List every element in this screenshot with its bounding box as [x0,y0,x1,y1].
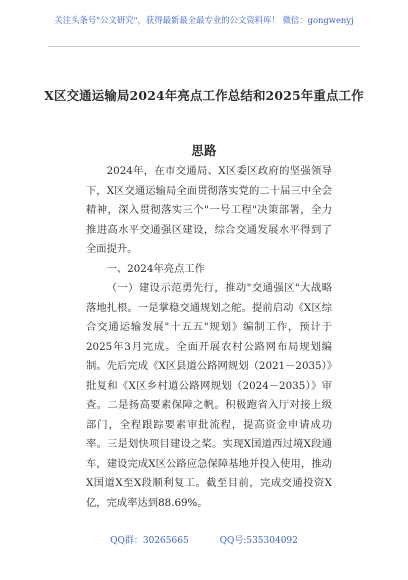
paragraph-section-1: （一）建设示范勇先行，推动"交通强区"大战略落地扎根。一是掌稳交通规划之舵。提前启动《X区综合交通运输发展"十五五"规划》编制工作，预计于2025年3月完成。全面开展农村公路网布局规划编制。先后完成《X区县道公路网规划（2021－2035）》批复和《X区乡村道公路网规划（2024－2035）》审查。二是扬高要素保障之帆。积极跑省入厅对接上级部门，全程跟踪要素审批流程，提高资金申请成功率。三是划快项目建设之桨。实现X国道西过境X段通车，建设完成X区公路应急保障基地并投入使用，推动X国道X至X段顺利复工。截至目前，完成交通投资X亿，完成率达到88.69%。 [86,282,332,509]
header-divider [48,46,360,47]
paragraph-intro: 2024年，在市交通局、X区委区政府的坚强领导下，X区交通运输局全面贯彻落实党的二十届三中全会精神，深入贯彻落实三个"一号工程"决策部署，全力推进高水平交通强区建设，综合交通发展水平得到了全面提升。 [86,165,332,255]
document-title: X区交通运输局2024年亮点工作总结和2025年重点工作思路 [44,88,364,158]
section-heading: 一、2024年亮点工作 [106,262,205,275]
document-body [86,162,332,513]
header-promo-note: 关注头条号"公文研究"，获得最新最全最专业的公文资料库！ 微信：gongwenyj [54,15,354,25]
footer-qq-number: QQ号:535304092 [219,536,298,546]
footer-qq-group: QQ群：30265665 [110,536,189,546]
footer-contacts [0,533,408,546]
